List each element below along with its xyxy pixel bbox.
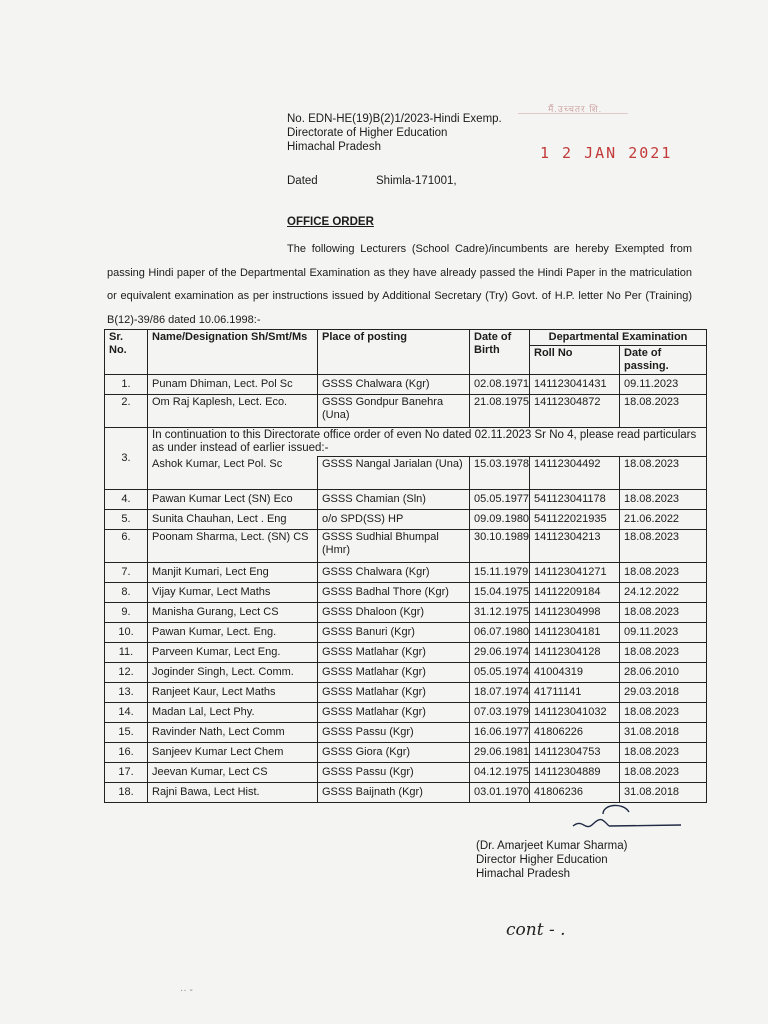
signatory-name: (Dr. Amarjeet Kumar Sharma): [476, 840, 628, 852]
signatory-block: [476, 839, 627, 881]
exemption-table: [104, 329, 707, 803]
cell-name: Sunita Chauhan, Lect . Eng: [148, 510, 318, 530]
cell-sr: 9.: [105, 603, 148, 623]
cell-name: Manisha Gurang, Lect CS: [148, 603, 318, 623]
cell-place: GSSS Badhal Thore (Kgr): [318, 583, 470, 603]
cell-dob: 30.10.1989: [470, 530, 530, 563]
header-sr: Sr. No.: [105, 330, 148, 375]
cell-sr: 17.: [105, 763, 148, 783]
cell-roll: 14112304181: [530, 623, 620, 643]
table-row: [105, 743, 707, 763]
cell-roll: 14112304889: [530, 763, 620, 783]
table-row: [105, 623, 707, 643]
cell-passing: 18.08.2023: [620, 743, 707, 763]
cell-passing: 18.08.2023: [620, 563, 707, 583]
cell-passing: 18.08.2023: [620, 530, 707, 563]
cell-roll: 41806226: [530, 723, 620, 743]
cell-passing: 31.08.2018: [620, 723, 707, 743]
cell-place: GSSS Sudhial Bhumpal (Hmr): [318, 530, 470, 563]
cell-sr: 14.: [105, 703, 148, 723]
cell-passing: 18.08.2023: [620, 603, 707, 623]
cell-name: Pawan Kumar Lect (SN) Eco: [148, 490, 318, 510]
cell-passing: 09.11.2023: [620, 375, 707, 395]
cell-sr: 18.: [105, 783, 148, 803]
cell-name: Poonam Sharma, Lect. (SN) CS: [148, 530, 318, 563]
table-row: [105, 375, 707, 395]
cell-dob: 29.06.1981: [470, 743, 530, 763]
cell-sr: 8.: [105, 583, 148, 603]
table-row: [105, 510, 707, 530]
cell-place: GSSS Matlahar (Kgr): [318, 663, 470, 683]
cell-name: Punam Dhiman, Lect. Pol Sc: [148, 375, 318, 395]
cell-sr: 13.: [105, 683, 148, 703]
cell-dob: 04.12.1975: [470, 763, 530, 783]
received-stamp-office: मैं.उच्चतर शि.: [548, 104, 603, 114]
cell-name: Ravinder Nath, Lect Comm: [148, 723, 318, 743]
cell-name: Ranjeet Kaur, Lect Maths: [148, 683, 318, 703]
cell-roll: 541122021935: [530, 510, 620, 530]
table-row: [105, 663, 707, 683]
cell-place: GSSS Banuri (Kgr): [318, 623, 470, 643]
cell-dob: 29.06.1974: [470, 643, 530, 663]
cell-place: GSSS Chamian (Sln): [318, 490, 470, 510]
cell-passing: 18.08.2023: [620, 490, 707, 510]
scan-specks: ·· -: [180, 985, 193, 996]
cell-passing: 18.08.2023: [620, 395, 707, 428]
cell-roll: 41004319: [530, 663, 620, 683]
cell-roll: 541123041178: [530, 490, 620, 510]
cell-passing: 28.06.2010: [620, 663, 707, 683]
cell-roll: 141123041431: [530, 375, 620, 395]
cell-place: GSSS Chalwara (Kgr): [318, 563, 470, 583]
cell-sr: 7.: [105, 563, 148, 583]
cell-roll: 14112304872: [530, 395, 620, 428]
header-dept-exam: Departmental Examination: [530, 330, 707, 346]
table-row: [105, 457, 707, 490]
cell-passing: 21.06.2022: [620, 510, 707, 530]
cell-place: GSSS Nangal Jarialan (Una): [318, 457, 470, 490]
cell-roll: 14112304753: [530, 743, 620, 763]
cell-sr: 6.: [105, 530, 148, 563]
cell-passing: 18.08.2023: [620, 457, 707, 490]
cell-name: Rajni Bawa, Lect Hist.: [148, 783, 318, 803]
cell-place: GSSS Chalwara (Kgr): [318, 375, 470, 395]
table-row: [105, 490, 707, 510]
cell-dob: 03.01.1970: [470, 783, 530, 803]
cell-place: GSSS Gondpur Banehra (Una): [318, 395, 470, 428]
cell-sr: 2.: [105, 395, 148, 428]
cell-roll: 14112304492: [530, 457, 620, 490]
cell-name: Manjit Kumari, Lect Eng: [148, 563, 318, 583]
cell-sr: 15.: [105, 723, 148, 743]
cell-place: GSSS Passu (Kgr): [318, 763, 470, 783]
cell-name: Pawan Kumar, Lect. Eng.: [148, 623, 318, 643]
cell-dob: 18.07.1974: [470, 683, 530, 703]
cell-roll: 141123041271: [530, 563, 620, 583]
cell-passing: 31.08.2018: [620, 783, 707, 803]
header-roll: Roll No: [530, 346, 620, 375]
table-row-note: [105, 428, 707, 457]
cell-name: Vijay Kumar, Lect Maths: [148, 583, 318, 603]
cell-dob: 15.11.1979: [470, 563, 530, 583]
signatory-state: Himachal Pradesh: [476, 868, 570, 880]
cell-roll: 14112304998: [530, 603, 620, 623]
cell-place: GSSS Matlahar (Kgr): [318, 683, 470, 703]
cell-roll: 14112209184: [530, 583, 620, 603]
signatory-title: Director Higher Education: [476, 854, 608, 866]
cell-name: Ashok Kumar, Lect Pol. Sc: [148, 457, 318, 490]
header-name: Name/Designation Sh/Smt/Ms: [148, 330, 318, 375]
cell-passing: 18.08.2023: [620, 763, 707, 783]
table-row: [105, 395, 707, 428]
signature-mark: [563, 798, 693, 838]
cell-dob: 15.03.1978: [470, 457, 530, 490]
cell-dob: 07.03.1979: [470, 703, 530, 723]
cell-name: Om Raj Kaplesh, Lect. Eco.: [148, 395, 318, 428]
received-stamp-date: 1 2 JAN 2021: [540, 144, 673, 162]
table-row: [105, 643, 707, 663]
table-row: [105, 583, 707, 603]
cell-dob: 15.04.1975: [470, 583, 530, 603]
cell-roll: 41806236: [530, 783, 620, 803]
header-dob: Date of Birth: [470, 330, 530, 375]
cell-sr: 4.: [105, 490, 148, 510]
cell-name: Jeevan Kumar, Lect CS: [148, 763, 318, 783]
cell-place: GSSS Matlahar (Kgr): [318, 643, 470, 663]
reference-number: No. EDN-HE(19)B(2)1/2023-Hindi Exemp.: [287, 113, 502, 125]
cell-passing: 18.08.2023: [620, 703, 707, 723]
cell-roll: 141123041032: [530, 703, 620, 723]
table-row: [105, 683, 707, 703]
table-row: [105, 723, 707, 743]
table-row: [105, 763, 707, 783]
table-row: [105, 603, 707, 623]
cell-passing: 09.11.2023: [620, 623, 707, 643]
cell-place: GSSS Giora (Kgr): [318, 743, 470, 763]
cell-passing: 29.03.2018: [620, 683, 707, 703]
cell-place: GSSS Baijnath (Kgr): [318, 783, 470, 803]
cell-roll: 14112304213: [530, 530, 620, 563]
table-row: [105, 703, 707, 723]
cell-note: In continuation to this Directorate office order of even No dated 02.11.2023 Sr No 4, please read particulars as under instead of earlier issued:-: [148, 428, 707, 457]
cell-passing: 18.08.2023: [620, 643, 707, 663]
cell-place: GSSS Matlahar (Kgr): [318, 703, 470, 723]
cell-sr: 16.: [105, 743, 148, 763]
cell-place: o/o SPD(SS) HP: [318, 510, 470, 530]
cell-roll: 14112304128: [530, 643, 620, 663]
header-passing: Date of passing.: [620, 346, 707, 375]
cell-sr: 3.: [105, 428, 148, 490]
header-place: Place of posting: [318, 330, 470, 375]
table-row: [105, 563, 707, 583]
cell-name: Parveen Kumar, Lect Eng.: [148, 643, 318, 663]
cell-passing: 24.12.2022: [620, 583, 707, 603]
cell-name: Madan Lal, Lect Phy.: [148, 703, 318, 723]
cell-sr: 10.: [105, 623, 148, 643]
cell-sr: 11.: [105, 643, 148, 663]
cell-sr: 5.: [105, 510, 148, 530]
dated-label: Dated: [287, 175, 318, 187]
cell-dob: 06.07.1980: [470, 623, 530, 643]
cell-sr: 1.: [105, 375, 148, 395]
issuing-state: Himachal Pradesh: [287, 141, 381, 153]
cell-place: GSSS Passu (Kgr): [318, 723, 470, 743]
order-title: OFFICE ORDER: [287, 216, 374, 228]
cell-place: GSSS Dhaloon (Kgr): [318, 603, 470, 623]
issuing-office: Directorate of Higher Education: [287, 127, 448, 139]
cell-name: Sanjeev Kumar Lect Chem: [148, 743, 318, 763]
letter-header: [287, 112, 502, 154]
cell-name: Joginder Singh, Lect. Comm.: [148, 663, 318, 683]
cell-dob: 09.09.1980: [470, 510, 530, 530]
order-body: The following Lecturers (School Cadre)/incumbents are hereby Exempted from passing Hindi paper of the Departmental Examination as they have already passed the Hindi Paper in the matriculation or equivalent examination as per instructions issued by Additional Secretary (Try) Govt. of H.P. letter No Per (Training) B(12)-39/86 dated 10.06.1998:-: [107, 243, 692, 326]
cell-roll: 41711141: [530, 683, 620, 703]
cell-dob: 16.06.1977: [470, 723, 530, 743]
cell-dob: 05.05.1974: [470, 663, 530, 683]
table-row: [105, 530, 707, 563]
continued-note: cont - .: [506, 920, 566, 940]
place-label: Shimla-171001,: [376, 175, 457, 187]
cell-dob: 21.08.1975: [470, 395, 530, 428]
cell-dob: 05.05.1977: [470, 490, 530, 510]
cell-dob: 31.12.1975: [470, 603, 530, 623]
cell-sr: 12.: [105, 663, 148, 683]
cell-dob: 02.08.1971: [470, 375, 530, 395]
